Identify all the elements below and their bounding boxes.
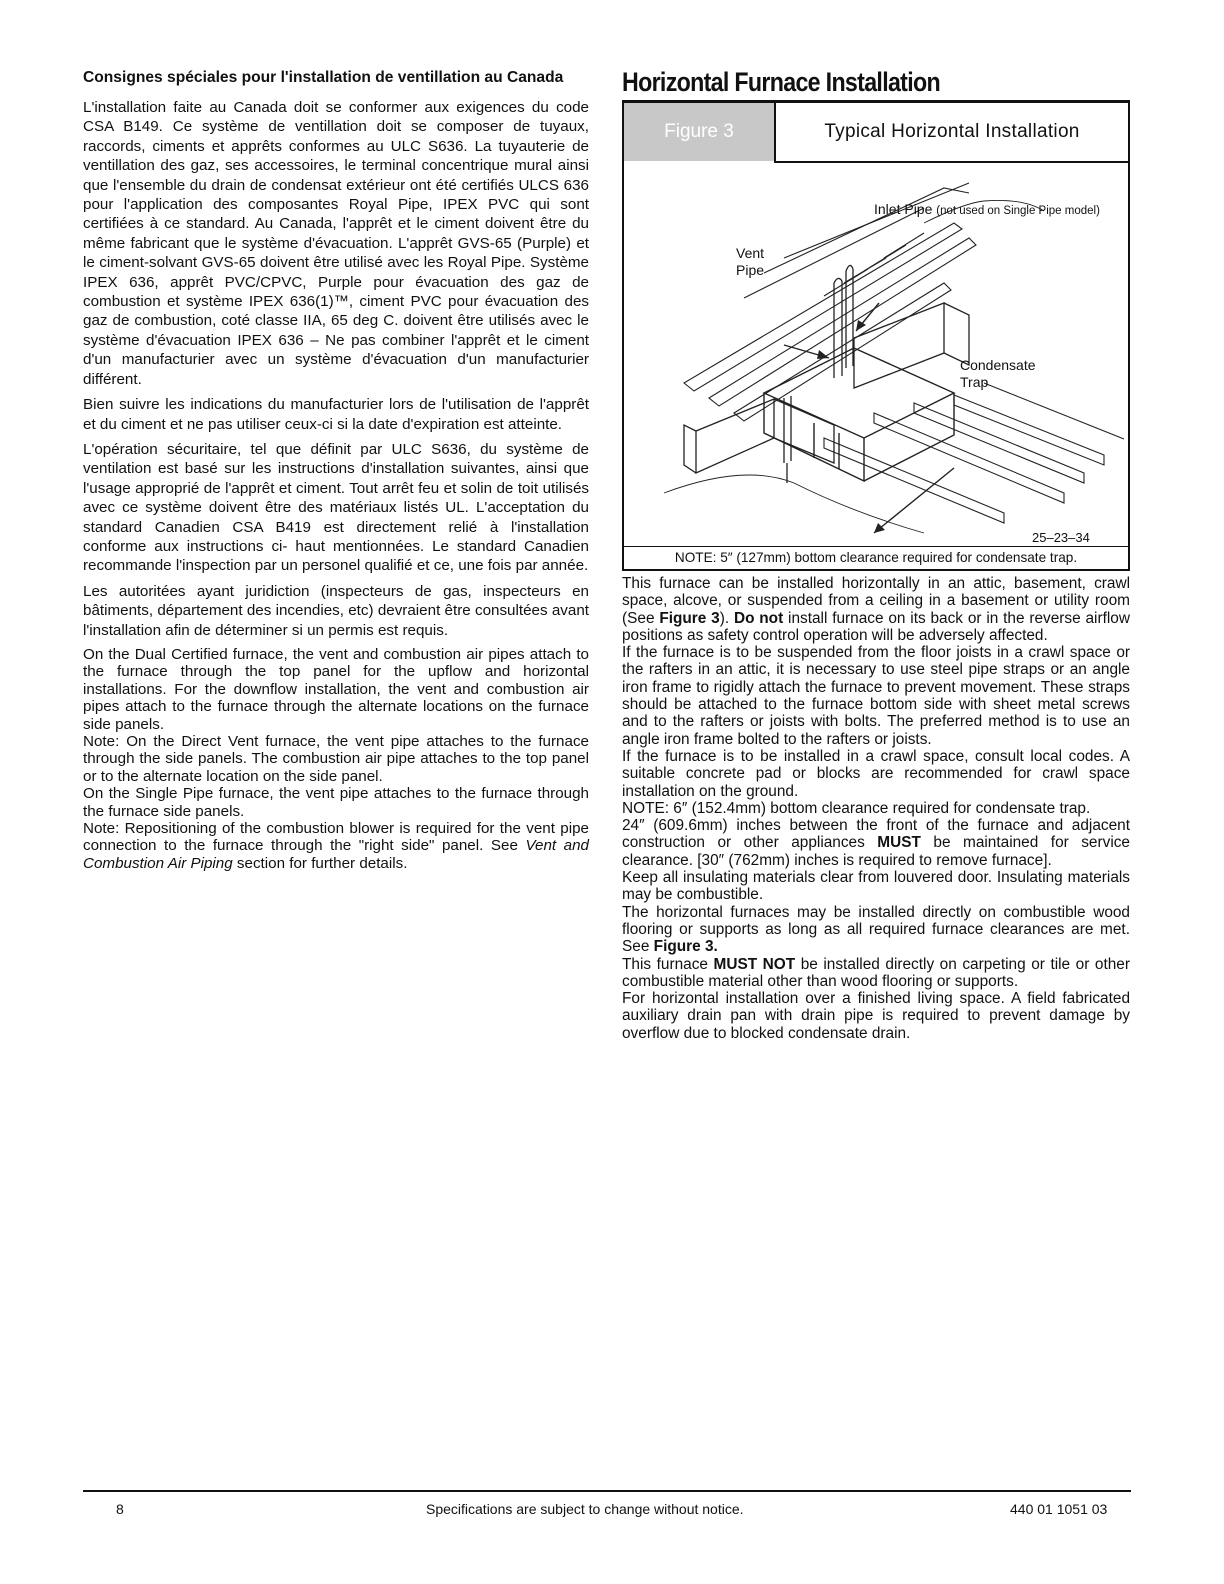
- inlet-pipe-note: (not used on Single Pipe model): [936, 205, 1100, 217]
- figure-label: Figure 3: [624, 103, 776, 161]
- p8-text-a: This furnace: [622, 955, 714, 973]
- p8-text-b: be installed directly on carpeting or tile or other combustible material other than wood flooring or supports.: [622, 955, 1130, 990]
- inlet-pipe-label: [874, 201, 1100, 220]
- installation-text: [622, 575, 1130, 1042]
- horizontal-install-paragraph: [622, 575, 1130, 644]
- dual-certified-paragraph: On the Dual Certified furnace, the vent and combustion air pipes attach to the furnace through the top panel for the upflow and horizontal installations. For the downflow installation, the vent and combustion air pipes attach to the furnace through the alternate locations on the furnace side panels.: [83, 645, 589, 733]
- vent-label-line-1: Vent: [736, 245, 765, 261]
- page-number: 8: [116, 1501, 124, 1517]
- single-pipe-paragraph: On the Single Pipe furnace, the vent pipe attaches to the furnace through the furnace side panels.: [83, 785, 589, 820]
- must-emphasis: MUST: [877, 834, 921, 852]
- drawing-number: 25–23–34: [1032, 530, 1090, 545]
- section-title: Horizontal Furnace Installation: [622, 67, 940, 97]
- suspension-paragraph: If the furnace is to be suspended from the floor joists in a crawl space or the rafters in an attic, it is necessary to use steel pipe straps or an angle iron frame to rigidly attach the furnace to prevent movement. These straps should be attached to the furnace bottom side with sheet metal screws and to the rafters or joists with bolts. The preferred method is to use an angle iron frame bolted to the rafters or joists.: [622, 644, 1130, 748]
- p1-text-a: This furnace can be installed horizontally in an attic, basement, crawl space, alcove, or suspended from a ceiling in a basement or utility room (See: [622, 575, 1130, 627]
- vent-piping-reference: Vent and Combustion Air Piping: [83, 837, 589, 872]
- figure-reference: Figure 3: [659, 609, 720, 627]
- leader-lines: [784, 303, 954, 533]
- figure-title: Typical Horizontal Installation: [824, 121, 1080, 142]
- footer-rule: [83, 1490, 1131, 1492]
- do-not-emphasis: Do not: [733, 609, 784, 627]
- left-column: [83, 68, 589, 872]
- repositioning-note-end: section for further details.: [232, 854, 408, 872]
- direct-vent-note: Note: On the Direct Vent furnace, the vent pipe attaches to the furnace through the side panels. The combustion air pipe attaches to the top panel or to the alternate location on the side panel.: [83, 733, 589, 785]
- french-paragraph-3: L'opération sécuritaire, tel que définit par ULC S636, du système de ventilation est basé sur les instructions d'installation suivantes, ainsi que l'usage approprié de l'apprêt et ciment. Tout arrêt feu et solin de toit utilisés avec ce système doivent être des matériaux listés UL. L'acceptation du standard Canadien CSA B419 est directement relié à l'installation conforme aux instructions ci- haut mentionnées. Le standard Canadien recommande l'inspection par un personel qualifié et ce, une fois par année.: [83, 440, 589, 575]
- combustible-flooring-paragraph: [622, 904, 1130, 956]
- clearance-note: NOTE: 6″ (152.4mm) bottom clearance required for condensate trap.: [622, 799, 1091, 817]
- right-column: [622, 66, 1130, 1042]
- floor-joists: [824, 383, 1124, 523]
- inlet-pipe-text: Inlet Pipe: [874, 201, 933, 217]
- p5-text-a: 24″ (609.6mm) inches between the front of the furnace and adjacent construction or other appliances: [622, 817, 1130, 852]
- french-paragraph-4: Les autoritées ayant juridiction (inspecteurs de gas, inspecteurs en bâtiments, département des incendies, etc) devraient être consultées avant l'installation afin de déterminer si un permis est requis.: [83, 582, 589, 639]
- p1-text-b: ).: [719, 609, 734, 627]
- repositioning-note-text: Note: Repositioning of the combustion blower is required for the vent pipe connection to the furnace through the "right side" panel. See: [83, 820, 589, 855]
- crawl-space-paragraph: If the furnace is to be installed in a crawl space, consult local codes. A suitable concrete pad or blocks are recommended for crawl space installation on the ground.: [622, 747, 1130, 800]
- french-paragraph-1: L'installation faite au Canada doit se conformer aux exigences du code CSA B149. Ce système de ventillation doit se composer de tuyaux, raccords, ciments et apprêts conformes au ULC S636. La tuyauterie de ventillation des gaz, ses accessoires, le terminal concentrique mural ainsi que l'ensemble du drain de condensat extérieur ont été certifiés ULCS 636 pour l'application des composantes Royal Pipe, IPEX PVC qui sont certifiées à ce standard. Au Canada, l'apprêt et le ciment doivent être du même fabricant que le système d'évacuation. L'apprêt GVS-65 (Purple) et le ciment-solvant GVS-65 doivent être utilisé avec les Royal Pipe. Système IPEX 636, apprêt PVC/CPVC, Purple pour évacuation des gaz de combustion et système IPEX 636(1)™, ciment PVC pour évacuation des gaz de combustion, coté classe IIA, 65 deg C. doivent être utilisés avec le système d'évacuation IPEX 636 – Ne pas combiner l'apprêt et le ciment d'un manufacturier avec un système d'évacuation d'un manufacturier différent.: [83, 99, 589, 388]
- drain-pan-paragraph: For horizontal installation over a finished living space. A field fabricated auxiliary drain pan with drain pipe is required to prevent damage by overflow due to blocked condensate drain.: [622, 990, 1130, 1042]
- service-clearance-paragraph: [622, 817, 1130, 869]
- repositioning-note: [83, 820, 589, 872]
- figure-3: [622, 100, 1130, 571]
- vent-label-line-2: Pipe: [736, 262, 765, 278]
- p7-text-a: The horizontal furnaces may be installed directly on combustible wood flooring or supports as long as all required furnace clearances are met. See: [622, 903, 1130, 956]
- furnace-installation-illustration: [624, 163, 1128, 547]
- vent-pipe-label: [736, 245, 764, 279]
- french-paragraph-2: Bien suivre les indications du manufacturier lors de l'utilisation de l'apprêt et du ciment et ne pas utiliser ceux-ci si la date d'expiration est atteinte.: [83, 396, 589, 433]
- condensate-trap-label: [960, 357, 1036, 391]
- furnace-body: [764, 348, 954, 481]
- condensate-label-line-1: Condensate: [960, 357, 1036, 373]
- carpeting-paragraph: [622, 956, 1130, 991]
- insulation-paragraph: Keep all insulating materials clear from louvered door. Insulating materials may be combustible.: [622, 869, 1130, 904]
- p1-text-c: install furnace on its back or in the reverse airflow positions as safety control operation will be adversely affected.: [622, 609, 1130, 644]
- arrow-heads: [817, 320, 885, 533]
- condensate-label-line-2: Trap: [960, 374, 989, 390]
- p5-text-b: be maintained for service clearance. [30″ (762mm) inches is required to remove furnace].: [622, 834, 1130, 869]
- figure-reference-2: Figure 3.: [653, 938, 718, 956]
- canada-vent-heading: Consignes spéciales pour l'installation de ventillation au Canada: [83, 69, 564, 86]
- must-not-emphasis: MUST NOT: [713, 955, 796, 973]
- ducts: [684, 303, 969, 473]
- document-number: 440 01 1051 03: [1010, 1501, 1108, 1517]
- figure-note: NOTE: 5″ (127mm) bottom clearance required for condensate trap.: [624, 546, 1128, 569]
- footer-notice: Specifications are subject to change without notice.: [426, 1501, 744, 1517]
